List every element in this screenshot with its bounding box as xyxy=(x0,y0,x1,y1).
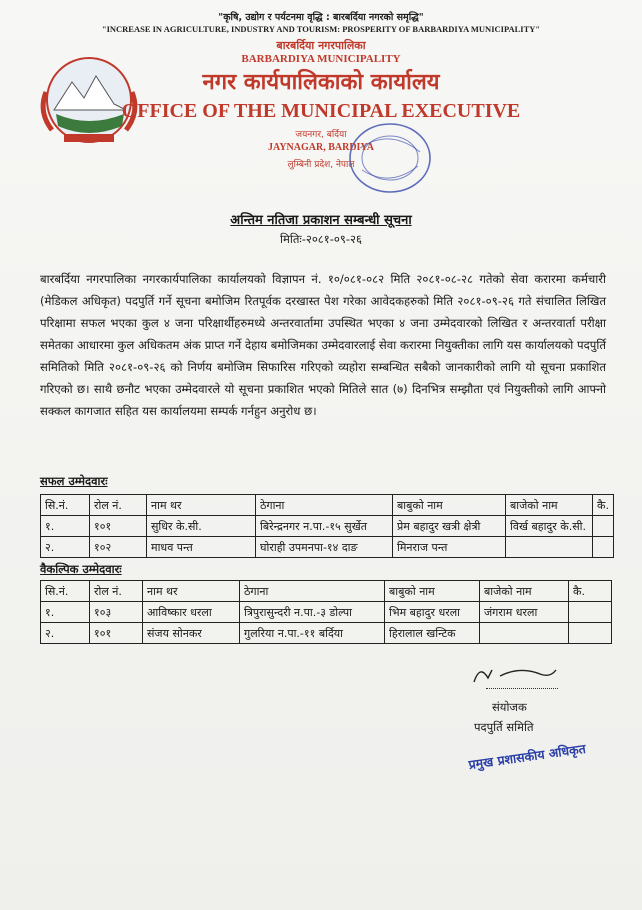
header-name: नाम थर xyxy=(143,581,240,602)
header-father: बाबुको नाम xyxy=(385,581,480,602)
municipality-name-english: BARBARDIYA MUNICIPALITY xyxy=(241,53,401,65)
header-remarks: कै. xyxy=(569,581,612,602)
cell-grandfather: विर्ख बहादुर के.सी. xyxy=(506,516,593,537)
header-roll: रोल नं. xyxy=(90,581,143,602)
notice-title: अन्तिम नतिजा प्रकाशन सम्बन्धी सूचना xyxy=(230,213,412,228)
header-address: ठेगाना xyxy=(256,495,393,516)
table-row xyxy=(41,623,612,644)
table-header-row xyxy=(41,581,612,602)
alternate-candidates-label: वैकल्पिक उम्मेदवारः xyxy=(40,562,122,576)
cell-grandfather: जंगराम धरला xyxy=(480,602,569,623)
signature-line xyxy=(486,688,558,689)
header-roll: रोल नं. xyxy=(90,495,147,516)
successful-candidates-label: सफल उम्मेदवारः xyxy=(40,474,108,488)
cell-remarks xyxy=(593,516,614,537)
cell-address: बिरेन्द्रनगर न.पा.-१५ सुर्खेत xyxy=(256,516,393,537)
cell-roll: १०३ xyxy=(90,602,143,623)
cell-grandfather xyxy=(480,623,569,644)
table-row xyxy=(41,537,614,558)
cell-remarks xyxy=(569,602,612,623)
cell-sn: १. xyxy=(41,516,90,537)
header-grandfather: बाजेको नाम xyxy=(506,495,593,516)
cell-address: त्रिपुरासुन्दरी न.पा.-३ डोल्पा xyxy=(240,602,385,623)
cell-sn: २. xyxy=(41,623,90,644)
slogan-nepali: "कृषि, उद्योग र पर्यटनमा वृद्धि : बारबर्दिया नगरको समृद्धि" xyxy=(218,12,424,23)
signature-icon xyxy=(470,660,560,690)
cell-name: संजय सोनकर xyxy=(143,623,240,644)
header-sn: सि.नं. xyxy=(41,581,90,602)
cell-roll: १०२ xyxy=(90,537,147,558)
committee-name: पदपुर्ति समिति xyxy=(474,720,534,734)
cell-father: प्रेम बहादुर खत्री क्षेत्री xyxy=(393,516,506,537)
cell-roll: १०१ xyxy=(90,516,147,537)
alternate-candidates-table xyxy=(40,580,612,644)
municipality-name-nepali: बारबर्दिया नगरपालिका xyxy=(276,39,366,52)
cell-father: भिम बहादुर धरला xyxy=(385,602,480,623)
header-grandfather: बाजेको नाम xyxy=(480,581,569,602)
cell-remarks xyxy=(593,537,614,558)
slogan-english: "INCREASE IN AGRICULTURE, INDUSTRY AND TOURISM: PROSPERITY OF BARBARDIYA MUNICIPALITY" xyxy=(101,24,541,34)
header-father: बाबुको नाम xyxy=(393,495,506,516)
province-nepali: लुम्बिनी प्रदेश, नेपाल xyxy=(287,160,355,170)
cell-name: सुधिर के.सी. xyxy=(147,516,256,537)
cell-father: हिरालाल खन्टिक xyxy=(385,623,480,644)
header-name: नाम थर xyxy=(147,495,256,516)
cell-grandfather xyxy=(506,537,593,558)
table-header-row xyxy=(41,495,614,516)
cell-name: माधव पन्त xyxy=(147,537,256,558)
successful-candidates-table xyxy=(40,494,614,558)
cell-sn: २. xyxy=(41,537,90,558)
cell-father: मिनराज पन्त xyxy=(393,537,506,558)
cell-roll: १०१ xyxy=(90,623,143,644)
notice-date: मितिः-२०८१-०९-२६ xyxy=(279,232,362,246)
address-english: JAYNAGAR, BARDIYA xyxy=(268,142,374,153)
coordinator-title: संयोजक xyxy=(492,700,527,714)
header-address: ठेगाना xyxy=(240,581,385,602)
header-remarks: कै. xyxy=(593,495,614,516)
address-nepali: जयनगर, बर्दिया xyxy=(295,130,347,140)
cell-name: आविष्कार धरला xyxy=(143,602,240,623)
office-name-nepali: नगर कार्यपालिकाको कार्यालय xyxy=(202,70,440,95)
office-name-english: OFFICE OF THE MUNICIPAL EXECUTIVE xyxy=(121,100,521,122)
header-sn: सि.नं. xyxy=(41,495,90,516)
table-row xyxy=(41,516,614,537)
notice-body: बारबर्दिया नगरपालिका नगरकार्यपालिका कार्यालयको विज्ञापन नं. १०/०८१-०८२ मिति २०८१-०८-२८ गतेको सेवा करारमा कर्मचारी (मेडिकल अधिकृत) पदपुर्ति गर्ने सूचना बमोजिम रितपूर्वक दरखास्त पेश गरेका आवेदकहरुको मिति २०८१-०९-२६ गते संचालित लिखित परिक्षामा सफल भएका कुल ४ जना परिक्षार्थीहरुमध्ये अन्तरवार्तामा उपस्थित भएका ४ जना उम्मेदवारको लिखित र अन्तरवार्ता परीक्षा समेतका आधारमा कुल अधिकतम अंक प्राप्त गर्ने देहाय बमोजिमका उम्मेदवारलाई सेवा करारमा नियुक्तीका लागि यस कार्यालयको पदपुर्ति समितिको मिति २०८१-०९-२६ को निर्णय बमोजिम सिफारिस गरिएको व्यहोरा सम्बन्धित सबैको जानकारीको लागि यो सूचना प्रकाशित गरिएको छ। साथै छनौट भएका उम्मेदवारले यो सूचना प्रकाशित भएको मितिले सात (७) दिनभित्र सम्झौता एवं नियुक्तीको लागि आफ्नो सक्कल कागजात सहित यस कार्यालयमा सम्पर्क गर्नहुन अनुरोध छ। xyxy=(40,272,606,418)
officer-stamp: प्रमुख प्रशासकीय अधिकृत xyxy=(467,740,587,773)
cell-sn: १. xyxy=(41,602,90,623)
cell-address: गुलरिया न.पा.-११ बर्दिया xyxy=(240,623,385,644)
table-row xyxy=(41,602,612,623)
cell-remarks xyxy=(569,623,612,644)
cell-address: घोराही उपमनपा-१४ दाङ xyxy=(256,537,393,558)
